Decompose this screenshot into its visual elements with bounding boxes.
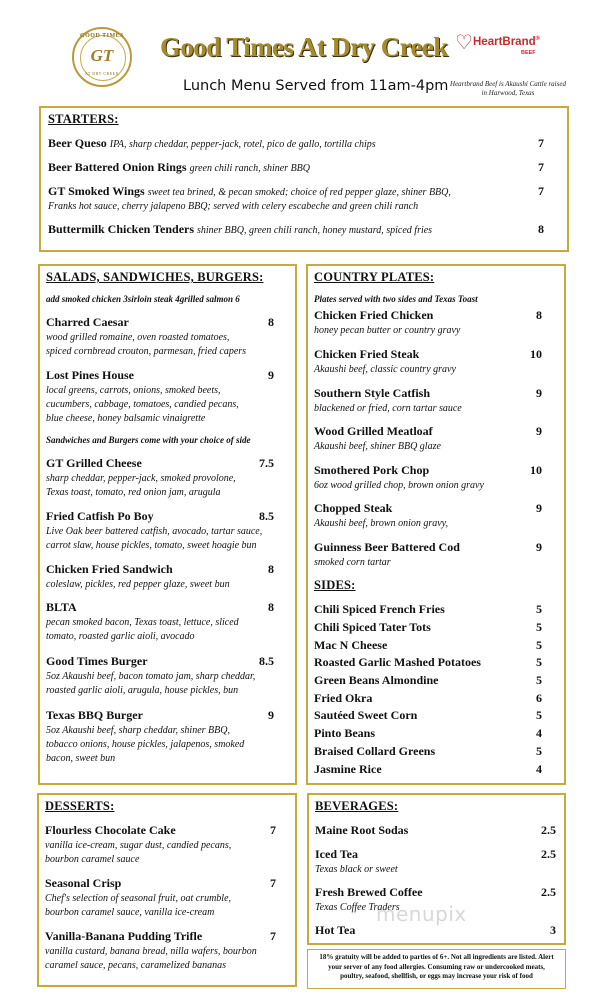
menu-item-name: Smothered Pork Chop: [314, 463, 430, 477]
side-name: Braised Collard Greens: [314, 744, 436, 758]
menu-item-name: GT Grilled Cheese: [46, 456, 142, 470]
sandwich-note: Sandwiches and Burgers come with your choice of side: [46, 435, 251, 445]
item-desc-line: cucumbers, cabbage, tomatoes, candied pecans,: [46, 399, 239, 410]
starter-item: [48, 136, 376, 151]
starter-item: [48, 222, 432, 237]
page-title: Good Times At Dry Creek: [160, 32, 448, 62]
side-name: Mac N Cheese: [314, 638, 388, 652]
item-price: 9: [268, 368, 274, 382]
item-price: 2.5: [541, 847, 556, 861]
side-name: Chili Spiced Tater Tots: [314, 620, 431, 634]
sides-heading: SIDES:: [314, 578, 356, 592]
item-desc: Texas black or sweet: [315, 864, 398, 875]
menu-item-name: Lost Pines House: [46, 368, 135, 382]
starters-heading: STARTERS:: [48, 112, 119, 126]
gratuity-note-line: 18% gratuity will be added to parties of 6+. Not all ingredients are listed. Alert: [319, 953, 554, 961]
item-desc-line: Chef's selection of seasonal fruit, oat crumble,: [45, 893, 232, 904]
menu-item-name: Chopped Steak: [314, 501, 393, 515]
item-desc-line: caramel sauce, pecans, caramelized bananas: [45, 960, 227, 971]
side-price: 5: [536, 673, 542, 687]
item-desc-line: blue cheese, honey balsamic vinaigrette: [46, 413, 206, 424]
side-price: 5: [536, 744, 542, 758]
menu-item-name: Charred Caesar: [46, 315, 129, 329]
logo-bottom-text: AT DRY CREEK: [84, 71, 119, 76]
item-price: 2.5: [541, 885, 556, 899]
item-price: 8: [268, 600, 274, 614]
item-price: 8.5: [259, 654, 274, 668]
item-desc: 6oz wood grilled chop, brown onion gravy: [314, 480, 484, 491]
side-price: 4: [536, 726, 542, 740]
item-desc-line: pecan smoked bacon, Texas toast, lettuce, sliced: [46, 617, 239, 628]
item-desc: green chili ranch, shiner BBQ: [189, 163, 311, 174]
item-desc: Akaushi beef, classic country gravy: [314, 364, 456, 375]
side-price: 5: [536, 638, 542, 652]
menu-item-name: BLTA: [46, 600, 77, 614]
item-desc: Texas Coffee Traders: [315, 902, 400, 913]
side-price: 6: [536, 691, 542, 705]
item-price: 3: [550, 923, 556, 937]
side-name: Sautéed Sweet Corn: [314, 708, 418, 722]
gratuity-note: [311, 953, 562, 982]
item-price: 9: [536, 386, 542, 400]
desserts-heading: DESSERTS:: [45, 799, 115, 813]
salads-heading: SALADS, SANDWICHES, BURGERS:: [46, 270, 264, 284]
side-name: Chili Spiced French Fries: [314, 602, 445, 616]
item-desc-line: sharp cheddar, pepper-jack, smoked provolone,: [46, 473, 236, 484]
menu-item-name: Chicken Fried Sandwich: [46, 562, 173, 576]
side-name: Jasmine Rice: [314, 762, 382, 776]
item-name: Buttermilk Chicken Tenders: [48, 222, 195, 236]
menu-item-name: Fried Catfish Po Boy: [46, 509, 154, 523]
side-price: 5: [536, 620, 542, 634]
heartbrand-note: Heartbrand Beef is Akaushi Cattle raised in Harwood, Texas: [450, 80, 566, 97]
starter-item: [48, 160, 310, 175]
item-price: 7: [270, 823, 276, 837]
heartbrand-tag: BEEF: [521, 50, 536, 56]
item-desc-line: Texas toast, tomato, red onion jam, arugula: [46, 487, 221, 498]
menu-item-name: Hot Tea: [315, 923, 356, 937]
restaurant-logo: [72, 27, 132, 87]
item-desc-line: coleslaw, pickles, red pepper glaze, sweet bun: [46, 579, 230, 590]
item-price: 8: [538, 222, 544, 236]
item-desc-line: vanilla custard, banana bread, nilla wafers, bourbon: [45, 946, 257, 957]
starter-item: [48, 184, 451, 199]
item-price: 7: [538, 136, 544, 150]
item-desc: smoked corn tartar: [314, 557, 391, 568]
item-price: 8: [536, 308, 542, 322]
item-desc-line: bourbon caramel sauce: [45, 854, 140, 865]
item-desc: Franks hot sauce, cherry jalapeno BBQ; served with celery escabeche and green chili ranch: [48, 201, 419, 212]
item-desc-line: Live Oak beer battered catfish, avocado, tartar sauce,: [46, 526, 263, 537]
side-price: 5: [536, 602, 542, 616]
addon-note: add smoked chicken 3sirloin steak 4grilled salmon 6: [46, 294, 240, 304]
item-desc-line: 5oz Akaushi beef, bacon tomato jam, sharp cheddar,: [46, 671, 256, 682]
item-price: 2.5: [541, 823, 556, 837]
menu-item-name: Southern Style Catfish: [314, 386, 431, 400]
item-desc-line: bourbon caramel sauce, vanilla ice-cream: [45, 907, 215, 918]
menu-item-name: Texas BBQ Burger: [46, 708, 143, 722]
item-price: 7: [538, 184, 544, 198]
menu-subtitle: Lunch Menu Served from 11am-4pm: [183, 78, 449, 94]
item-desc-line: spiced cornbread crouton, parmesan, fried capers: [46, 346, 247, 357]
menu-item-name: Vanilla-Banana Pudding Trifle: [45, 929, 203, 943]
item-desc-line: vanilla ice-cream, sugar dust, candied pecans,: [45, 840, 232, 851]
heartbrand-name: HeartBrand: [473, 36, 536, 48]
item-desc-line: 5oz Akaushi beef, sharp cheddar, shiner BBQ,: [46, 725, 230, 736]
logo-top-text: GOOD TIMES: [79, 33, 125, 39]
item-price: 8: [268, 562, 274, 576]
side-name: Fried Okra: [314, 691, 373, 705]
side-name: Roasted Garlic Mashed Potatoes: [314, 655, 481, 669]
item-desc-line: carrot slaw, house pickles, tomato, sweet hoagie bun: [46, 540, 257, 551]
item-desc: shiner BBQ, green chili ranch, honey mustard, spiced fries: [197, 225, 433, 236]
gratuity-note-line: poultry, seafood, shellfish, or eggs may increase your risk of food: [340, 972, 533, 980]
menu-item-name: Flourless Chocolate Cake: [45, 823, 176, 837]
item-desc: Akaushi beef, shiner BBQ glaze: [314, 441, 441, 452]
watermark: menupix: [376, 902, 467, 926]
logo-monogram: GT: [90, 46, 114, 65]
menu-item-name: Maine Root Sodas: [315, 823, 409, 837]
item-desc: honey pecan butter or country gravy: [314, 325, 461, 336]
item-price: 9: [536, 501, 542, 515]
side-name: Pinto Beans: [314, 726, 376, 740]
item-price: 7.5: [259, 456, 274, 470]
menu-item-name: Good Times Burger: [46, 654, 148, 668]
menu-item-name: Wood Grilled Meatloaf: [314, 424, 433, 438]
item-desc: sweet tea brined, & pecan smoked; choice of red pepper glaze, shiner BBQ,: [147, 187, 451, 198]
item-desc-line: tomato, roasted garlic aioli, avocado: [46, 631, 195, 642]
menu-item-name: Guinness Beer Battered Cod: [314, 540, 460, 554]
plates-note: Plates served with two sides and Texas Toast: [314, 294, 478, 304]
item-desc: IPA, sharp cheddar, pepper-jack, rotel, pico de gallo, tortilla chips: [109, 139, 376, 150]
item-price: 7: [270, 876, 276, 890]
item-desc-line: roasted garlic aioli, arugula, house pickles, bun: [46, 685, 239, 696]
heartbrand-logo: [473, 36, 540, 48]
item-price: 9: [536, 424, 542, 438]
menu-item-name: Chicken Fried Steak: [314, 347, 420, 361]
item-desc: Akaushi beef, brown onion gravy,: [314, 518, 449, 529]
beverages-heading: BEVERAGES:: [315, 799, 399, 813]
side-name: Green Beans Almondine: [314, 673, 439, 687]
item-price: 9: [536, 540, 542, 554]
menu-item-name: Fresh Brewed Coffee: [315, 885, 423, 899]
item-price: 7: [270, 929, 276, 943]
item-name: GT Smoked Wings: [48, 184, 145, 198]
item-name: Beer Queso: [48, 136, 107, 150]
menu-item-name: Iced Tea: [315, 847, 359, 861]
item-price: 10: [530, 463, 542, 477]
country-heading: COUNTRY PLATES:: [314, 270, 435, 284]
item-price: 7: [538, 160, 544, 174]
item-name: Beer Battered Onion Rings: [48, 160, 187, 174]
item-price: 10: [530, 347, 542, 361]
item-desc-line: tobacco onions, house pickles, jalapenos, smoked: [46, 739, 245, 750]
heartbrand-mark: ®: [535, 36, 541, 42]
heart-icon: ♡: [455, 32, 473, 54]
item-desc: blackened or fried, corn tartar sauce: [314, 403, 462, 414]
side-price: 5: [536, 708, 542, 722]
side-price: 5: [536, 655, 542, 669]
side-price: 4: [536, 762, 542, 776]
item-price: 8.5: [259, 509, 274, 523]
item-price: 9: [268, 708, 274, 722]
item-desc-line: wood grilled romaine, oven roasted tomatoes,: [46, 332, 230, 343]
item-desc-line: bacon, sweet bun: [46, 753, 116, 764]
item-desc-line: local greens, carrots, onions, smoked beets,: [46, 385, 221, 396]
item-price: 8: [268, 315, 274, 329]
menu-item-name: Chicken Fried Chicken: [314, 308, 434, 322]
menu-item-name: Seasonal Crisp: [45, 876, 122, 890]
gratuity-note-line: your server of any food allergies. Consuming raw or undercooked meats,: [328, 962, 545, 971]
